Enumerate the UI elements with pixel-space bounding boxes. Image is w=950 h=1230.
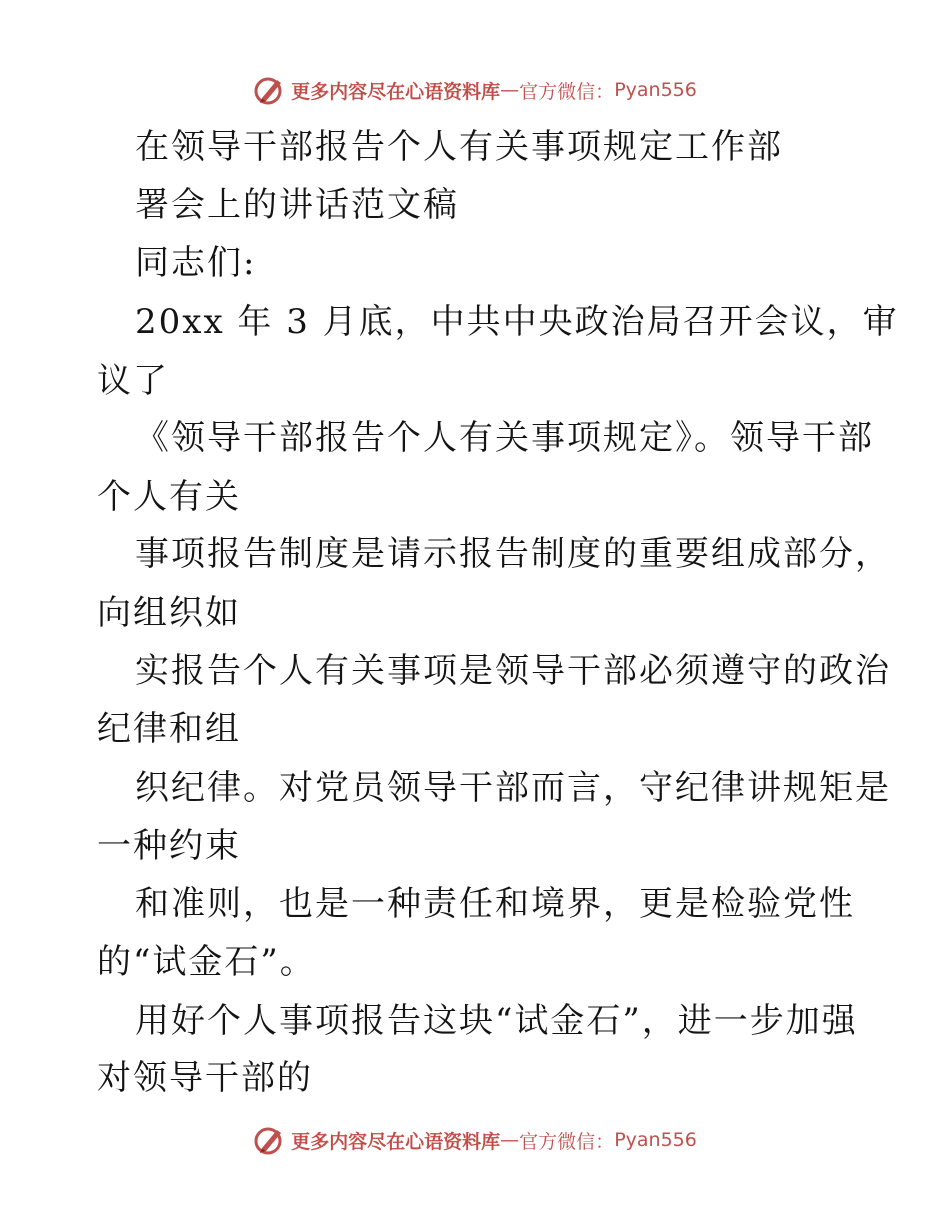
body-line: 用好个人事项报告这块“试金石”，进一步加强 (135, 1001, 858, 1041)
salutation: 同志们: (135, 243, 257, 283)
body-line: 织纪律。对党员领导干部而言，守纪律讲规矩是 (135, 768, 891, 808)
body-line: 议了 (97, 361, 169, 401)
body-line: 个人有关 (97, 477, 241, 517)
header-watermark-banner (0, 70, 950, 110)
body-line: 实报告个人有关事项是领导干部必须遵守的政治 (135, 651, 891, 691)
body-line: 纪律和组 (97, 709, 241, 749)
banner-dash: — (500, 1129, 520, 1151)
footer-watermark-banner (0, 1120, 950, 1160)
body-line: 向组织如 (97, 593, 241, 633)
title-line-1: 在领导干部报告个人有关事项规定工作部 (135, 127, 783, 167)
pen-logo-icon (253, 1124, 285, 1156)
banner-wechat-label: 官方微信： (519, 80, 615, 103)
banner-wechat-label: 官方微信： (519, 1130, 615, 1153)
banner-brand-text: 更多内容尽在心语资料库 (291, 1130, 501, 1153)
banner-brand-text: 更多内容尽在心语资料库 (291, 80, 501, 103)
body-line: 和准则，也是一种责任和境界，更是检验党性 (135, 884, 855, 924)
banner-wechat-id: Pyan556 (614, 79, 697, 101)
body-line: 20xx 年 3 月底，中共中央政治局召开会议，审 (135, 302, 899, 342)
body-line: 一种约束 (97, 826, 241, 866)
body-line: 的“试金石”。 (97, 942, 316, 982)
title-line-2: 署会上的讲话范文稿 (135, 185, 459, 225)
banner-dash: — (500, 79, 520, 101)
body-line: 事项报告制度是请示报告制度的重要组成部分， (135, 534, 891, 574)
body-line: 对领导干部的 (97, 1058, 313, 1098)
banner-wechat-id: Pyan556 (614, 1129, 697, 1151)
body-line: 《领导干部报告个人有关事项规定》。领导干部 (135, 418, 874, 458)
pen-logo-icon (253, 74, 285, 106)
